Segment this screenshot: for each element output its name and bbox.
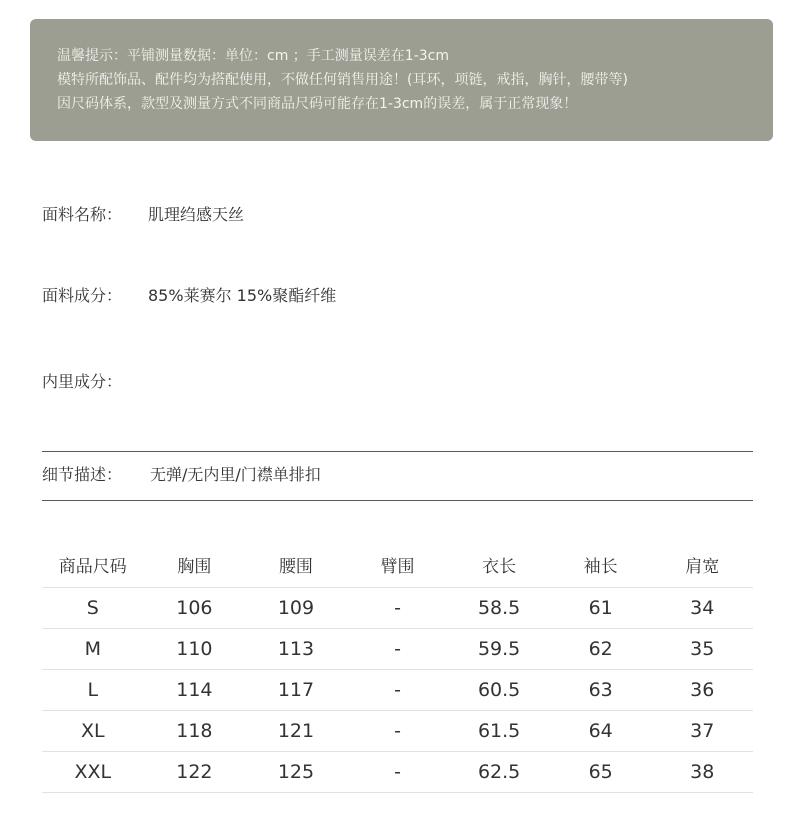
size-table-row	[42, 588, 753, 629]
size-value-cell: 114	[176, 679, 213, 701]
size-value-cell: 64	[588, 720, 613, 742]
notice-line-accessories: 模特所配饰品、配件均为搭配使用，不做任何销售用途！(耳环，项链，戒指，胸针，腰带等)	[57, 72, 628, 88]
size-table-header-cell: 肩宽	[685, 557, 720, 577]
size-value-cell: 58.5	[477, 597, 521, 619]
size-value-cell: 59.5	[477, 638, 521, 660]
lining-composition-label: 内里成分：	[42, 372, 123, 391]
fabric-composition-value: 85%莱赛尔 15%聚酯纤维	[148, 286, 337, 305]
size-value-cell: 65	[588, 761, 613, 783]
detail-bottom-divider	[42, 500, 753, 501]
fabric-composition-label: 面料成分：	[42, 286, 123, 305]
detail-value: 无弹/无内里/门襟单排扣	[150, 465, 321, 484]
size-value-cell: 109	[277, 597, 315, 619]
notice-line-size-error: 因尺码体系，款型及测量方式不同商品尺码可能存在1-3cm的误差，属于正常现象！	[57, 96, 578, 112]
size-value-cell: 106	[176, 597, 213, 619]
size-label-cell: M	[84, 638, 101, 660]
size-table	[42, 547, 753, 793]
size-value-cell: 34	[690, 597, 715, 619]
fabric-name-label: 面料名称：	[42, 205, 123, 224]
size-value-cell: 35	[690, 638, 715, 660]
size-table-row	[42, 670, 753, 711]
size-value-cell: -	[394, 638, 401, 660]
size-value-cell: 122	[176, 761, 213, 783]
size-table-row	[42, 711, 753, 752]
size-label-cell: XXL	[74, 761, 112, 783]
size-value-cell: 110	[176, 638, 213, 660]
size-table-header-cell: 胸围	[177, 557, 212, 577]
size-value-cell: 61	[588, 597, 613, 619]
size-value-cell: 61.5	[477, 720, 521, 742]
size-value-cell: -	[394, 720, 401, 742]
fabric-name-value: 肌理绉感天丝	[148, 205, 245, 224]
size-label-cell: L	[87, 679, 99, 701]
size-table-row	[42, 629, 753, 670]
detail-top-divider	[42, 451, 753, 452]
size-table-header-cell: 商品尺码	[58, 557, 127, 577]
size-table-header-cell: 袖长	[583, 557, 618, 577]
size-value-cell: -	[394, 761, 401, 783]
size-value-cell: 60.5	[477, 679, 521, 701]
size-label-cell: XL	[80, 720, 105, 742]
size-table-header-cell: 衣长	[482, 557, 517, 577]
size-value-cell: 62	[588, 638, 613, 660]
size-value-cell: 117	[277, 679, 315, 701]
size-value-cell: 62.5	[477, 761, 521, 783]
size-label-cell: S	[86, 597, 99, 619]
notice-box	[30, 19, 773, 141]
detail-label: 细节描述：	[42, 465, 123, 484]
size-value-cell: -	[394, 679, 401, 701]
size-table-row	[42, 752, 753, 793]
size-value-cell: 118	[176, 720, 213, 742]
size-table-header-row	[42, 547, 753, 588]
size-value-cell: 63	[588, 679, 613, 701]
size-value-cell: 38	[690, 761, 715, 783]
size-value-cell: 36	[690, 679, 715, 701]
size-value-cell: 37	[690, 720, 715, 742]
size-value-cell: -	[394, 597, 401, 619]
notice-line-measurement: 温馨提示：平铺测量数据：单位：cm ；手工测量误差在1-3cm	[57, 48, 449, 64]
size-table-header-cell: 臂围	[380, 557, 415, 577]
size-value-cell: 125	[277, 761, 315, 783]
size-table-header-cell: 腰围	[278, 557, 313, 577]
size-value-cell: 121	[277, 720, 315, 742]
size-value-cell: 113	[277, 638, 315, 660]
